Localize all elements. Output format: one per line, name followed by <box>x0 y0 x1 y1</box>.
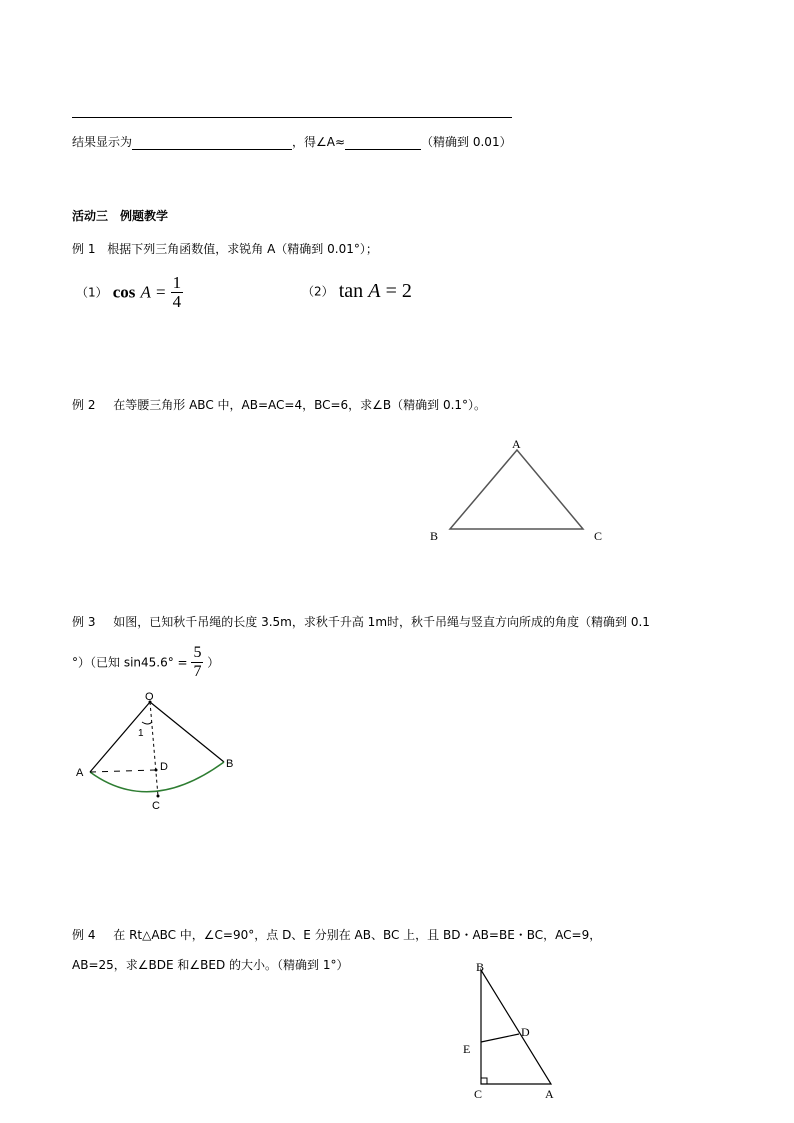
example3-text2-post: ） <box>207 655 220 670</box>
result-middle: ，得∠A≈ <box>292 135 346 149</box>
vertical-oc <box>150 702 158 796</box>
label-c: C <box>152 800 160 812</box>
example4-label: 例 4 <box>72 928 96 942</box>
label-a: A <box>76 767 84 779</box>
example1-label: 例 1 <box>72 242 96 256</box>
part2-rhs: = 2 <box>385 280 412 302</box>
example3-swing-figure <box>70 688 250 813</box>
label-c: C <box>474 1087 483 1101</box>
vertex-b-label: B <box>430 529 439 543</box>
top-answer-line <box>72 117 512 118</box>
result-suffix: （精确到 0.01） <box>421 135 512 149</box>
angle-mark <box>142 722 152 724</box>
part1-fraction <box>171 274 184 311</box>
label-d: D <box>521 1025 530 1039</box>
point-c <box>157 795 160 798</box>
example2-label: 例 2 <box>72 398 96 412</box>
activity3-title: 活动三 例题教学 <box>72 209 169 223</box>
part2-var: A <box>368 280 381 302</box>
part2-func: tan <box>338 280 364 302</box>
vertex-a-label: A <box>512 437 521 451</box>
result-blank[interactable] <box>132 136 292 150</box>
example3-text: 如图，已知秋千吊绳的长度 3.5m，求秋千升高 1m时，秋千吊绳与竖直方向所成的角度（精确到 0.1 <box>113 615 650 629</box>
segment-de <box>481 1034 519 1042</box>
vertex-c-label: C <box>594 529 603 543</box>
example1-line <box>72 241 378 257</box>
part1-eq: = <box>155 282 166 302</box>
label-o: O <box>145 691 154 703</box>
sin-fraction <box>191 644 203 681</box>
part1-numerator: 1 <box>172 273 182 292</box>
rope-ob <box>150 702 224 762</box>
example4-text: 在 Rt△ABC 中，∠C=90°，点 D、E 分别在 AB、BC 上，且 BD・AB=BE・BC，AC=9， <box>113 928 602 942</box>
right-angle-mark <box>481 1078 487 1084</box>
example1-text: 根据下列三角函数值，求锐角 A（精确到 0.01°）； <box>107 242 378 256</box>
part1-label: （1） <box>76 285 108 300</box>
result-line <box>72 134 512 150</box>
result-prefix: 结果显示为 <box>72 135 133 149</box>
example1-part1 <box>76 274 183 318</box>
example3-line <box>72 614 650 630</box>
part2-label: （2） <box>302 284 334 299</box>
label-d: D <box>160 761 168 773</box>
example4-line <box>72 927 601 943</box>
point-d <box>155 769 158 772</box>
part1-var: A <box>140 282 151 302</box>
example2-triangle-figure <box>420 436 620 548</box>
horizontal-ad <box>90 770 156 772</box>
sin-fraction-den: 7 <box>193 663 202 680</box>
label-b: B <box>226 758 234 770</box>
right-triangle <box>481 970 551 1084</box>
label-angle-1: 1 <box>138 728 144 739</box>
example4-line2: AB=25，求∠BDE 和∠BED 的大小。（精确到 1°） <box>72 958 349 972</box>
sin-fraction-num: 5 <box>193 644 202 661</box>
part1-func: cos <box>112 282 136 302</box>
label-e: E <box>463 1042 471 1056</box>
example3-line2 <box>72 644 219 680</box>
isosceles-triangle <box>450 450 583 529</box>
example3-label: 例 3 <box>72 615 96 629</box>
example1-part2 <box>302 280 412 303</box>
part1-denominator: 4 <box>172 292 182 311</box>
example2-text: 在等腰三角形 ABC 中，AB=AC=4，BC=6，求∠B（精确到 0.1°）。 <box>113 398 487 412</box>
label-b: B <box>476 960 485 974</box>
example4-right-triangle-figure <box>455 958 565 1103</box>
example2-line <box>72 397 486 413</box>
example3-text2: °）（已知 sin45.6° = <box>72 655 188 670</box>
angle-blank[interactable] <box>345 136 421 150</box>
label-a: A <box>545 1087 554 1101</box>
